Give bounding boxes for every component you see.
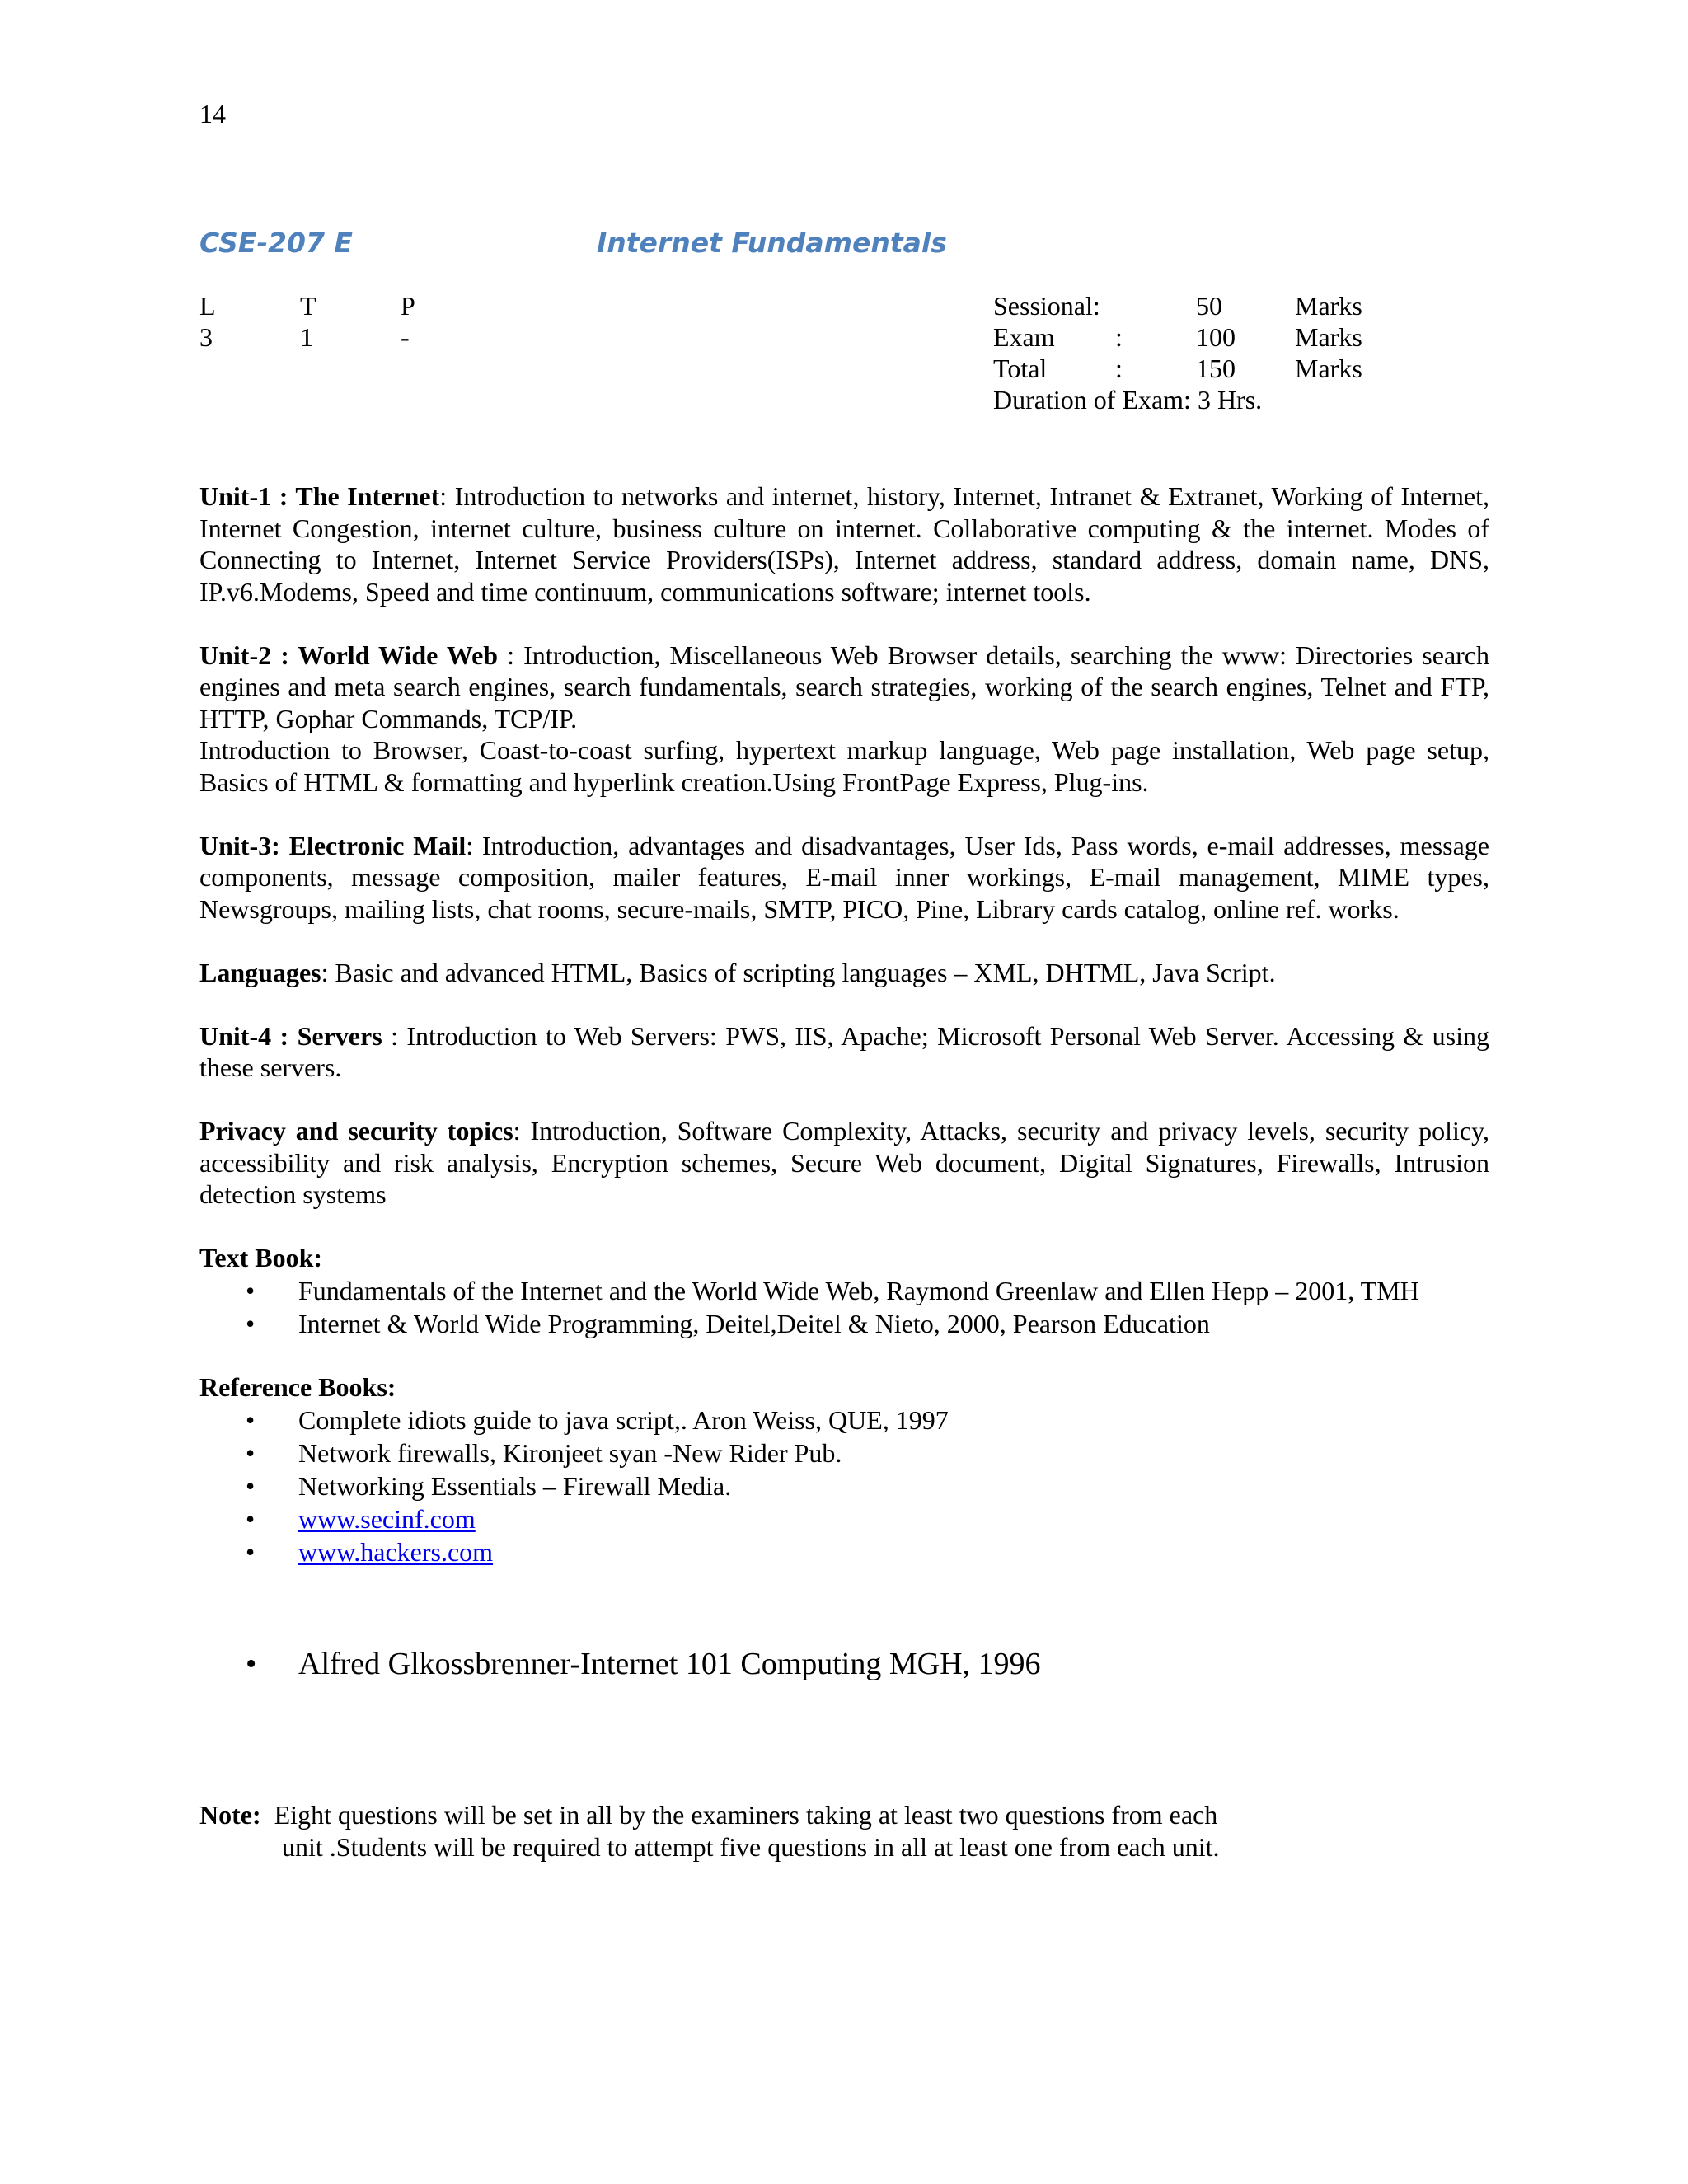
unit-3-heading: Unit-3: Electronic Mail (199, 830, 467, 860)
ltp-headers (199, 290, 501, 321)
text-book-heading: Text Book: (199, 1243, 323, 1272)
marks-unit: Marks (1295, 322, 1362, 352)
marks-row-sessional (993, 290, 1377, 321)
ltp-value-p: - (401, 322, 410, 352)
marks-separator: : (1115, 322, 1123, 352)
marks-unit: Marks (1295, 291, 1362, 321)
course-code: CSE-207 E (199, 227, 353, 259)
note-label: Note: (199, 1800, 261, 1830)
ltp-value-t: 1 (300, 322, 313, 352)
list-item: • Internet & World Wide Programming, Deitel,Deitel & Nieto, 2000, Pearson Education (199, 1307, 1489, 1340)
note (199, 1799, 1436, 1863)
course-title: Internet Fundamentals (597, 227, 947, 259)
page-number: 14 (199, 99, 226, 129)
unit-4-text: : Introduction to Web Servers: PWS, IIS, Apache; Microsoft Personal Web Server. Accessing & using these servers. (199, 1020, 1490, 1082)
bullet-icon: • (246, 1647, 257, 1681)
marks-separator: : (1115, 354, 1123, 383)
unit-4-heading: Unit-4 : Servers (199, 1020, 382, 1051)
unit-1-heading: Unit-1 : The Internet (199, 481, 440, 511)
marks-table (993, 290, 1377, 415)
list-item-link (199, 1535, 1489, 1568)
marks-row-total (993, 353, 1377, 384)
list-item: • Complete idiots guide to java script,. Aron Weiss, QUE, 1997 (199, 1404, 1489, 1436)
ltp-values (199, 321, 501, 353)
list-item-link (199, 1502, 1489, 1535)
marks-value: 100 (1196, 322, 1236, 352)
languages-paragraph (199, 957, 1489, 989)
unit-3-text: : Introduction, advantages and disadvantages, User Ids, Pass words, e-mail addresses, message components, message composition, mailer features, E-mail inner workings, E-mail management, MIME types, Newsgroups, mailing lists, chat rooms, secure-mails, SMTP, PICO, Pine, Library cards catalog, online ref. works. (199, 830, 1490, 924)
list-item: • Networking Essentials – Firewall Media. (199, 1469, 1489, 1502)
unit-2-text: : Introduction, Miscellaneous Web Browser details, searching the www: Directories search engines and meta search engines, search fundamentals, search strategies, working of the search engines, Telnet and FTP, HTTP, Gophar Commands, TCP/IP. (199, 640, 1490, 733)
languages-heading: Languages (199, 957, 321, 987)
list-item: • Fundamentals of the Internet and the World Wide Web, Raymond Greenlaw and Ellen Hepp – 2001, TMH (199, 1274, 1489, 1307)
unit-2-extra-paragraph: Introduction to Browser, Coast-to-coast surfing, hypertext markup language, Web page installation, Web page setup, Basics of HTML & formatting and hyperlink creation.Using FrontPage Express, Plug-ins. (199, 735, 1489, 797)
ltp-value-l: 3 (199, 322, 213, 352)
list-item: • Network firewalls, Kironjeet syan -New Rider Pub. (199, 1436, 1489, 1469)
note-line-2: unit .Students will be required to attempt five questions in all at least one from each unit. (282, 1831, 1220, 1862)
hackers-link[interactable]: www.hackers.com (298, 1536, 494, 1567)
unit-4-paragraph (199, 1020, 1489, 1084)
ltp-header-p: P (401, 291, 415, 321)
unit-1-paragraph (199, 480, 1489, 607)
marks-separator (1115, 290, 1196, 321)
last-reference-text: Alfred Glkossbrenner-Internet 101 Computing MGH, 1996 (298, 1647, 1041, 1681)
reference-books-heading: Reference Books: (199, 1372, 396, 1402)
syllabus-content (199, 480, 1489, 1568)
unit-2-paragraph (199, 640, 1489, 735)
reference-books-list (199, 1404, 1489, 1568)
exam-duration: Duration of Exam: 3 Hrs. (993, 385, 1263, 415)
ltp-header-l: L (199, 291, 216, 321)
marks-label: Sessional: (993, 291, 1100, 321)
marks-row-exam (993, 321, 1377, 353)
unit-3-paragraph (199, 830, 1489, 926)
languages-text: : Basic and advanced HTML, Basics of scripting languages – XML, DHTML, Java Script. (321, 957, 1276, 987)
unit-1-text: : Introduction to networks and internet, history, Internet, Intranet & Extranet, Working of Internet, Internet Congestion, internet culture, business culture on internet. Collaborative computing & the internet. Modes of Connecting to Internet, Internet Service Providers(ISPs), Internet address, standard address, domain name, DNS, IP.v6.Modems, Speed and time continuum, communications software; internet tools. (199, 481, 1490, 607)
privacy-paragraph (199, 1115, 1489, 1211)
text-book-list (199, 1274, 1489, 1340)
unit-2-heading: Unit-2 : World Wide Web (199, 640, 499, 670)
ltp-table (199, 290, 501, 353)
secinf-link[interactable]: www.secinf.com (298, 1503, 476, 1534)
privacy-heading: Privacy and security topics (199, 1116, 513, 1146)
privacy-text: : Introduction, Software Complexity, Attacks, security and privacy levels, security policy, accessibility and risk analysis, Encryption schemes, Secure Web document, Digital Signatures, Firewalls, Intrusion detection systems (199, 1116, 1490, 1209)
ltp-header-t: T (300, 291, 316, 321)
marks-label: Total (993, 354, 1048, 383)
marks-value: 50 (1196, 291, 1222, 321)
marks-label: Exam (993, 322, 1055, 352)
marks-value: 150 (1196, 354, 1236, 383)
note-text-1: Eight questions will be set in all by the examiners taking at least two questions from each (260, 1800, 1218, 1830)
note-line-1 (199, 1799, 1436, 1831)
marks-unit: Marks (1295, 354, 1362, 383)
